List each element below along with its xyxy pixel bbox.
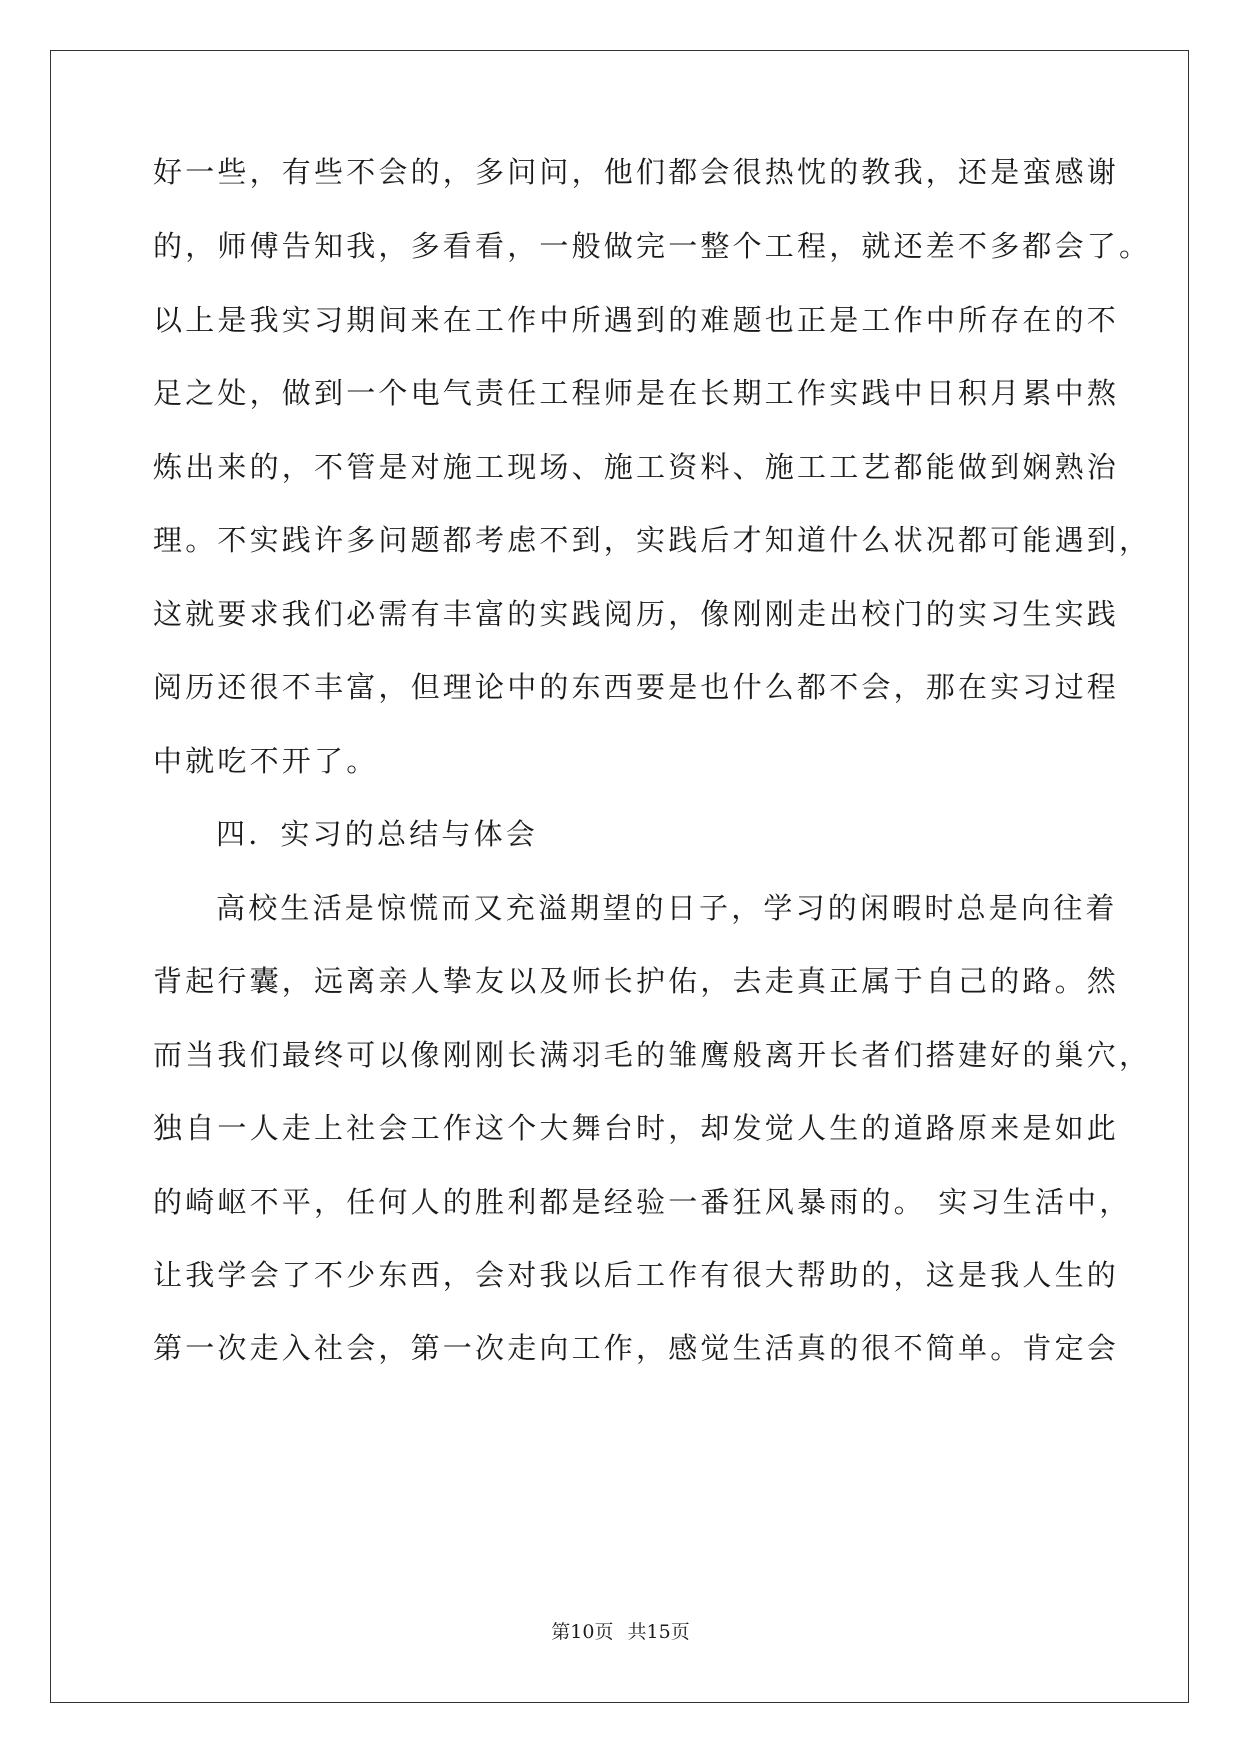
body-line: 阅历还很不丰富，但理论中的东西要是也什么都不会，那在实习过程	[153, 670, 1120, 704]
body-line: 这就要求我们必需有丰富的实践阅历，像刚刚走出校门的实习生实践	[153, 597, 1120, 631]
body-line: 独自一人走上社会工作这个大舞台时，却发觉人生的道路原来是如此	[153, 1111, 1120, 1145]
page-footer	[0, 1620, 1241, 1644]
body-line: 的，师傅告知我，多看看，一般做完一整个工程，就还差不多都会了。	[153, 229, 1152, 263]
page-total: 共15页	[627, 1621, 690, 1643]
body-line: 足之处，做到一个电气责任工程师是在长期工作实践中日积月累中熬	[153, 376, 1120, 410]
body-line: 炼出来的，不管是对施工现场、施工资料、施工工艺都能做到娴熟治	[153, 450, 1120, 484]
body-line: 让我学会了不少东西，会对我以后工作有很大帮助的，这是我人生的	[153, 1258, 1120, 1292]
body-line: 理。不实践许多问题都考虑不到，实践后才知道什么状况都可能遇到，	[153, 523, 1152, 557]
body-line: 而当我们最终可以像刚刚长满羽毛的雏鹰般离开长者们搭建好的巢穴，	[153, 1038, 1152, 1072]
page-number: 第10页	[551, 1621, 614, 1643]
body-line: 的崎岖不平，任何人的胜利都是经验一番狂风暴雨的。 实习生活中，	[153, 1185, 1132, 1219]
body-line: 第一次走入社会，第一次走向工作，感觉生活真的很不简单。肯定会	[153, 1331, 1120, 1365]
body-line: 中就吃不开了。	[153, 744, 379, 778]
page-border	[50, 50, 1189, 1703]
body-line: 高校生活是惊慌而又充溢期望的日子，学习的闲暇时总是向往着	[216, 891, 1118, 925]
body-line: 好一些，有些不会的，多问问，他们都会很热忱的教我，还是蛮感谢	[153, 155, 1120, 189]
body-line: 以上是我实习期间来在工作中所遇到的难题也正是工作中所存在的不	[153, 303, 1120, 337]
body-line: 背起行囊，远离亲人挚友以及师长护佑，去走真正属于自己的路。然	[153, 964, 1120, 998]
section-heading: 四．实习的总结与体会	[216, 817, 539, 851]
